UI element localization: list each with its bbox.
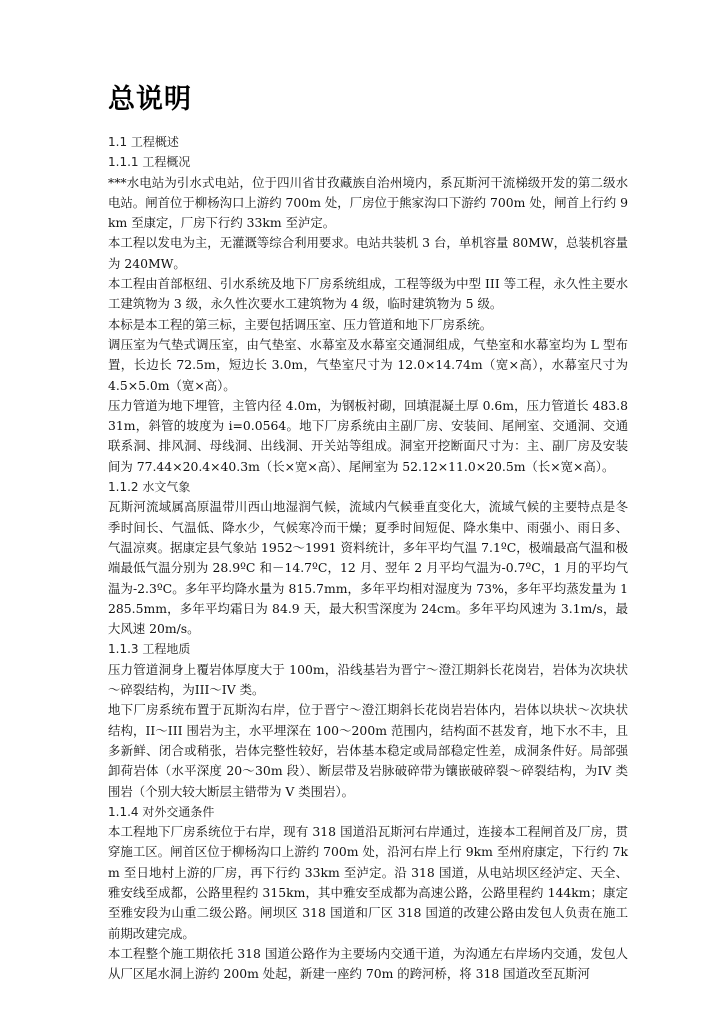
- section-heading: 1.1.2 水文气象: [108, 480, 191, 495]
- section-heading: 1.1.1 工程概况: [108, 155, 191, 170]
- section-heading: 1.1.3 工程地质: [108, 642, 191, 657]
- paragraph: 压力管道为地下埋管，主管内径 4.0m，为钢板衬砌，回填混凝土厚 0.6m，压力管道长 483.831m，斜管的坡度为 i=0.0564。地下厂房系统由主副厂房、安装间、尾闸室、交通洞、交通联系洞、排风洞、母线洞、出线洞、开关站等组成。洞室开挖断面尺寸为：主、副厂房及安装间为 77.44×20.4×40.3m（长×宽×高）、尾闸室为 52.12×11.0×20.5m（长×宽×高）。: [108, 397, 628, 474]
- paragraph: 瓦斯河流域属高原温带川西山地湿润气候，流域内气候垂直变化大，流域气候的主要特点是冬季时间长、气温低、降水少，气候寒冷而干燥；夏季时间短促、降水集中、雨强小、雨日多、气温凉爽。据康定县气象站 1952～1991 资料统计，多年平均气温 7.1ºC，极端最高气温和极端最低气温分别为 28.9ºC 和－14.7ºC，12 月、翌年 2 月平均气温为-0.7ºC，1 月的平均气温为-2.3ºC。多年平均降水量为 815.7mm，多年平均相对湿度为 73%，多年平均蒸发量为 1285.5mm，多年平均霜日为 84.9 天，最大积雪深度为 24cm。多年平均风速为 3.1m/s，最大风速 20m/s。: [108, 499, 628, 637]
- paragraph: 本工程地下厂房系统位于右岸，现有 318 国道沿瓦斯河右岸通过，连接本工程闸首及厂房，贯穿施工区。闸首区位于柳杨沟口上游约 700m 处，沿河右岸上行 9km 至州府康定，下行约 7km 至日地村上游的厂房，再下行约 33km 至泸定。沿 318 国道，从电站坝区经泸定、天全、雅安线至成都，公路里程约 315km，其中雅安至成都为高速公路，公路里程约 144km；康定至雅安段为山重二级公路。闸坝区 318 国道和厂区 318 国道的改建公路由发包人负责在施工前期改建完成。: [108, 824, 628, 941]
- paragraph: 本标是本工程的第三标，主要包括调压室、压力管道和地下厂房系统。: [108, 316, 493, 332]
- section-heading: 1.1 工程概述: [108, 135, 179, 149]
- paragraph: 地下厂房系统布置于瓦斯沟右岸，位于晋宁～澄江期斜长花岗岩岩体内，岩体以块状～次块状结构，II～III 围岩为主，水平埋深在 100～200m 范围内，结构面不甚发育，地下水不丰，且多新鲜、闭合或稍张，岩体完整性较好，岩体基本稳定或局部稳定性差，成洞条件好。局部强卸荷岩体（水平深度 20～30m 段）、断层带及岩脉破碎带为镶嵌破碎裂～碎裂结构，为IV 类围岩（个别大较大断层主错带为 V 类围岩）。: [108, 702, 628, 799]
- document-title: 总说明: [108, 84, 192, 115]
- paragraph: 本工程整个施工期依托 318 国道公路作为主要场内交通干道，为沟通左右岸场内交通，发包人从厂区尾水洞上游约 200m 处起，新建一座约 70m 的跨河桥，将 318 国道改至瓦斯河: [108, 945, 628, 982]
- paragraph: 压力管道洞身上覆岩体厚度大于 100m，沿线基岩为晋宁～澄江期斜长花岗岩，岩体为次块状～碎裂结构，为III～IV 类。: [108, 661, 628, 698]
- paragraph: 本工程以发电为主，无灌溉等综合利用要求。电站共装机 3 台，单机容量 80MW，总装机容量为 240MW。: [108, 235, 628, 271]
- paragraph: 调压室为气垫式调压室，由气垫室、水幕室及水幕室交通洞组成，气垫室和水幕室均为 L 型布置，长边长 72.5m，短边长 3.0m，气垫室尺寸为 12.0×14.74m（宽×高），水幕室尺寸为 4.5×5.0m（宽×高）。: [108, 336, 628, 393]
- section-heading: 1.1.4 对外交通条件: [108, 804, 215, 819]
- paragraph: 本工程由首部枢纽、引水系统及地下厂房系统组成，工程等级为中型 III 等工程，永久性主要水工建筑物为 3 级，永久性次要水工建筑物为 4 级，临时建筑物为 5 级。: [108, 276, 628, 312]
- document-body: [108, 132, 628, 984]
- paragraph: ***水电站为引水式电站，位于四川省甘孜藏族自治州境内，系瓦斯河干流梯级开发的第二级水电站。闸首位于柳杨沟口上游约 700m 处，厂房位于熊家沟口下游约 700m 处，闸首上行约 9km 至康定，厂房下行约 33km 至泸定。: [108, 174, 628, 231]
